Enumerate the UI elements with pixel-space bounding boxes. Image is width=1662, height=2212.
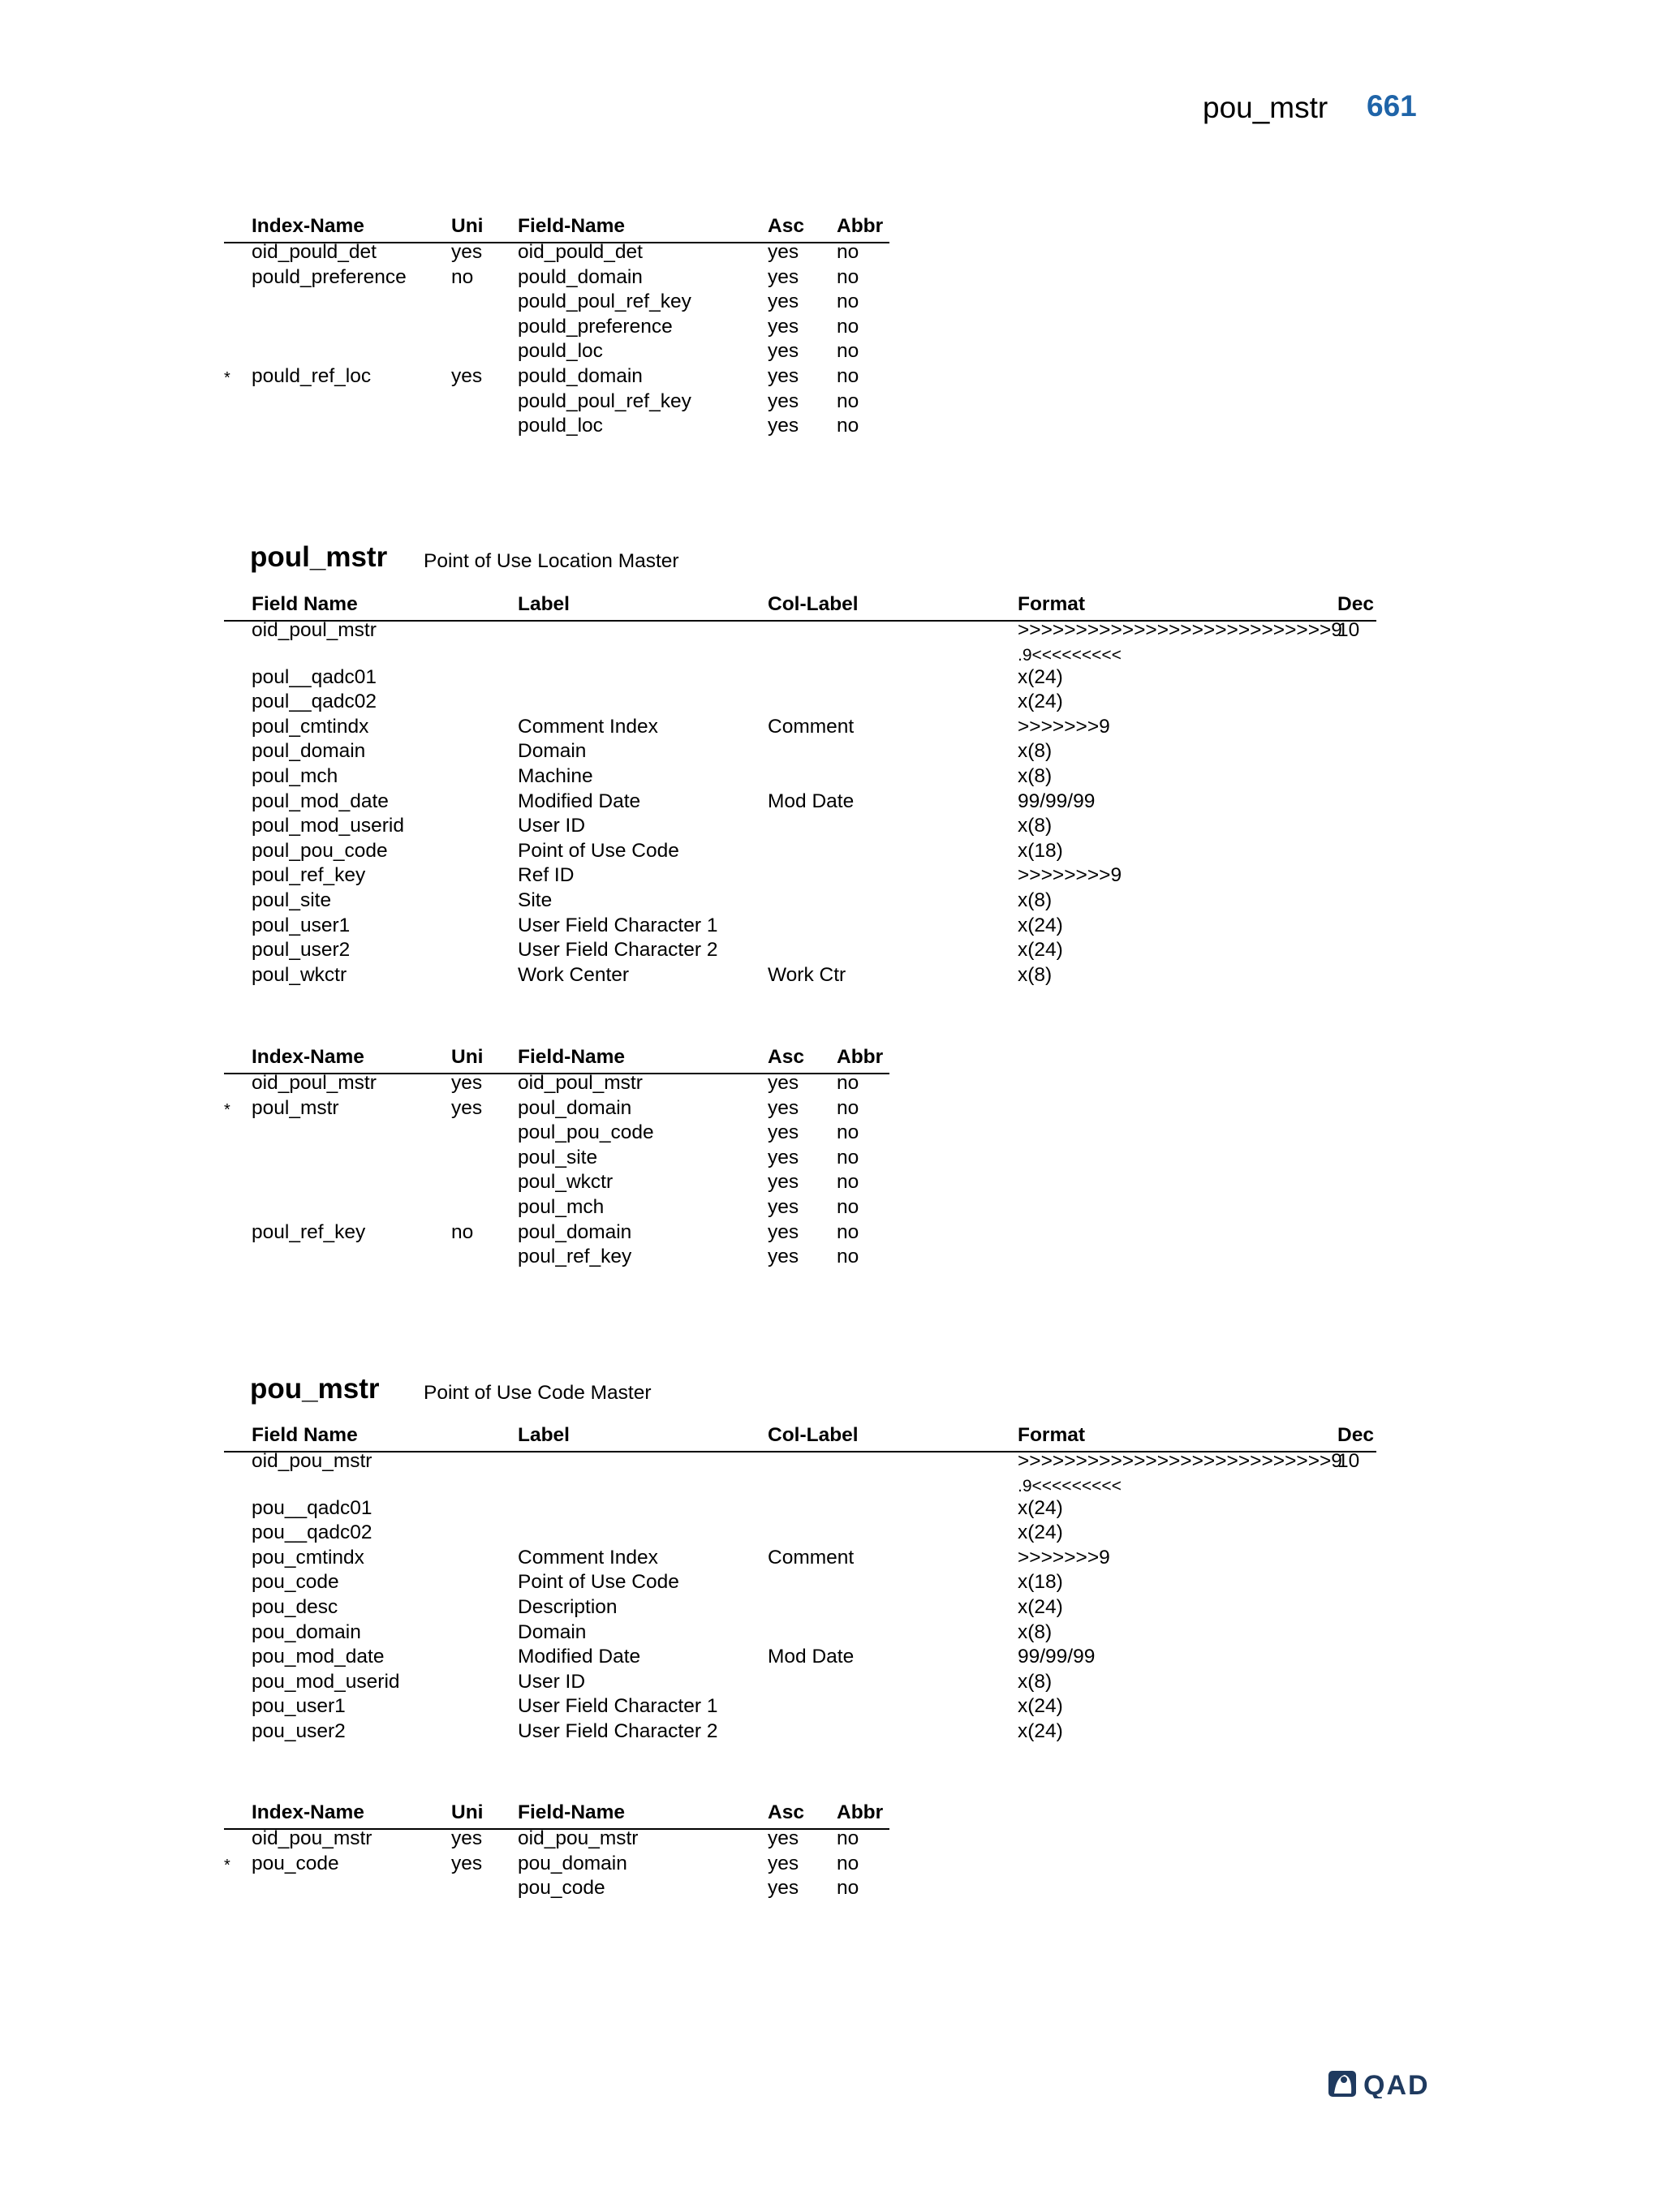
field-row [224,889,1376,914]
asc-cell: yes [768,1220,799,1243]
asc-cell: yes [768,1246,799,1268]
primary-index-marker: * [224,368,230,387]
table-title: pou_mstr [250,1373,380,1405]
format-cell: 99/99/99 [1018,1646,1096,1668]
col-label-cell: Comment [768,1546,855,1569]
field-name-cell: pould_domain [518,364,643,387]
col-label-cell: Mod Date [768,790,855,812]
asc-cell: yes [768,389,799,412]
col-field-name: Field Name [252,593,358,615]
format-cell: >>>>>>>>>>>>>>>>>>>>>>>>>>>9 [1018,1450,1342,1472]
uni-cell: no [451,1220,474,1243]
primary-index-marker: * [224,1100,230,1119]
asc-cell: yes [768,290,799,313]
field-name-cell: oid_poul_mstr [252,619,377,641]
index-name-cell: oid_pou_mstr [252,1827,372,1849]
field-name-cell: poul_mod_userid [252,815,404,837]
field-name-cell: pou_user1 [252,1695,346,1718]
field-name-cell: pould_poul_ref_key [518,290,691,313]
index-name-cell: pould_ref_loc [252,364,372,387]
field-name-cell: poul_pou_code [518,1121,654,1144]
abbr-cell: no [837,1171,859,1194]
abbr-cell: no [837,241,859,263]
uni-cell: yes [451,1072,483,1094]
format-cell: x(24) [1018,1719,1063,1742]
col-asc: Asc [768,1046,804,1068]
col-label-cell: Mod Date [768,1646,855,1668]
field-rows [224,618,1376,988]
col-field-name: Field Name [252,1424,358,1446]
index-table-header [224,1045,889,1069]
index-row [224,1146,889,1171]
abbr-cell: no [837,1195,859,1218]
field-name-cell: pou__qadc01 [252,1496,372,1519]
asc-cell: yes [768,241,799,263]
dec-cell: 10 [1337,1450,1360,1472]
asc-cell: yes [768,1877,799,1900]
index-row [224,265,889,290]
asc-cell: yes [768,1121,799,1144]
abbr-cell: no [837,290,859,313]
col-field-name: Field-Name [518,1046,626,1068]
field-name-cell: pou_desc [252,1595,338,1618]
field-row [224,938,1376,963]
col-field-name: Field-Name [518,215,626,237]
format-cell: x(24) [1018,691,1063,713]
index-row [224,1170,889,1195]
format-cell: x(24) [1018,914,1063,936]
table-title: poul_mstr [250,541,388,573]
field-name-cell: oid_pould_det [518,241,643,263]
field-name-cell: pou_code [518,1877,605,1900]
format-cell: x(24) [1018,1595,1063,1618]
field-row [224,914,1376,939]
label-cell: Site [518,889,553,911]
field-row [224,715,1376,740]
field-name-cell: poul__qadc02 [252,691,377,713]
col-index-name: Index-Name [252,1801,364,1823]
field-row [224,665,1376,691]
uni-cell: yes [451,1827,483,1849]
index-row [224,290,889,315]
index-name-cell: poul_ref_key [252,1220,366,1243]
field-row [224,739,1376,764]
abbr-cell: no [837,1072,859,1094]
format-cell: x(18) [1018,1571,1063,1594]
index-rows [224,1071,889,1270]
field-name-cell: pould_poul_ref_key [518,389,691,412]
col-uni: Uni [451,1046,484,1068]
index-row [224,1245,889,1270]
index-name-cell: poul_mstr [252,1096,339,1119]
field-row [224,1570,1376,1595]
format-cell: >>>>>>>>9 [1018,864,1122,887]
abbr-cell: no [837,265,859,288]
field-row [224,1620,1376,1646]
col-abbr: Abbr [837,215,884,237]
index-name-cell: pou_code [252,1852,339,1874]
format-cell: x(8) [1018,963,1053,986]
format-cell: >>>>>>>9 [1018,1546,1110,1569]
col-index-name: Index-Name [252,215,364,237]
index-row [224,1096,889,1121]
col-dec: Dec [1337,593,1374,615]
index-table-header [224,1801,889,1825]
index-name-cell: oid_poul_mstr [252,1072,377,1094]
label-cell: Modified Date [518,790,641,812]
field-name-cell: pou_mod_userid [252,1670,400,1693]
col-asc: Asc [768,1801,804,1823]
label-cell: Domain [518,1620,587,1643]
uni-cell: no [451,265,474,288]
abbr-cell: no [837,1827,859,1849]
label-cell: User Field Character 1 [518,914,718,936]
asc-cell: yes [768,1827,799,1849]
index-row [224,1195,889,1220]
asc-cell: yes [768,1852,799,1874]
field-name-cell: pou_mod_date [252,1646,385,1668]
uni-cell: yes [451,364,483,387]
logo-text: QAD [1363,2070,1430,2098]
field-row [224,690,1376,715]
abbr-cell: no [837,389,859,412]
field-name-cell: poul_mch [252,764,338,787]
format-cell: x(8) [1018,1620,1053,1643]
page-number: 661 [1367,89,1417,123]
page-header-title: pou_mstr [1203,91,1328,124]
label-cell: Work Center [518,963,630,986]
col-format: Format [1018,1424,1086,1446]
field-name-cell: pould_domain [518,265,643,288]
col-abbr: Abbr [837,1801,884,1823]
field-name-cell: poul__qadc01 [252,665,377,688]
field-name-cell: poul_domain [252,740,366,763]
format-cell: x(18) [1018,839,1063,862]
label-cell: Point of Use Code [518,1571,679,1594]
format-cell: >>>>>>>9 [1018,715,1110,738]
col-label: Label [518,1424,570,1446]
index-row [224,1876,889,1901]
format-cell: x(24) [1018,665,1063,688]
field-name-cell: poul_ref_key [252,864,366,887]
field-row [224,1595,1376,1620]
format-cell-continued: .9<<<<<<<<< [1018,645,1122,665]
index-row [224,1220,889,1246]
format-cell: >>>>>>>>>>>>>>>>>>>>>>>>>>>9 [1018,619,1342,641]
field-row [224,1719,1376,1745]
index-rows [224,1827,889,1901]
abbr-cell: no [837,1877,859,1900]
abbr-cell: no [837,364,859,387]
field-row-continuation [224,643,1376,665]
format-cell: x(8) [1018,1670,1053,1693]
index-row [224,389,889,415]
field-row [224,1496,1376,1521]
col-uni: Uni [451,215,484,237]
uni-cell: yes [451,241,483,263]
format-cell: x(8) [1018,764,1053,787]
index-row [224,364,889,389]
index-row [224,315,889,340]
asc-cell: yes [768,265,799,288]
field-row [224,839,1376,864]
index-row [224,339,889,364]
abbr-cell: no [837,1852,859,1874]
label-cell: User Field Character 1 [518,1695,718,1718]
label-cell: Ref ID [518,864,575,887]
abbr-cell: no [837,1220,859,1243]
field-name-cell: oid_poul_mstr [518,1072,643,1094]
field-table-header [224,592,1376,617]
col-field-name: Field-Name [518,1801,626,1823]
field-row [224,1546,1376,1571]
index-row [224,1852,889,1877]
col-asc: Asc [768,215,804,237]
label-cell: Description [518,1595,618,1618]
field-name-cell: pould_loc [518,415,603,437]
field-name-cell: poul_site [518,1146,598,1168]
field-row [224,1694,1376,1719]
field-row-continuation [224,1474,1376,1496]
field-name-cell: poul_mod_date [252,790,389,812]
index-row [224,1071,889,1096]
field-row [224,863,1376,889]
field-name-cell: poul_mch [518,1195,605,1218]
col-abbr: Abbr [837,1046,884,1068]
field-row [224,1645,1376,1670]
asc-cell: yes [768,340,799,363]
field-name-cell: poul_domain [518,1096,632,1119]
poul-field-table [224,592,1376,986]
format-cell: x(8) [1018,740,1053,763]
field-rows [224,1449,1376,1745]
uni-cell: yes [451,1852,483,1874]
field-row [224,1449,1376,1474]
col-label-cell: Work Ctr [768,963,846,986]
field-row [224,764,1376,790]
format-cell: x(24) [1018,1521,1063,1544]
field-name-cell: pou_cmtindx [252,1546,364,1569]
primary-index-marker: * [224,1856,230,1874]
format-cell: x(8) [1018,815,1053,837]
asc-cell: yes [768,1146,799,1168]
index-row [224,1827,889,1852]
field-row [224,1670,1376,1695]
label-cell: Domain [518,740,587,763]
qad-logo [1328,2069,1446,2098]
label-cell: User ID [518,815,586,837]
field-name-cell: poul_pou_code [252,839,388,862]
field-name-cell: poul_user1 [252,914,351,936]
uni-cell: yes [451,1096,483,1119]
field-name-cell: pould_preference [518,315,673,338]
label-cell: Comment Index [518,715,658,738]
field-name-cell: oid_pou_mstr [252,1450,372,1472]
abbr-cell: no [837,1096,859,1119]
col-uni: Uni [451,1801,484,1823]
field-name-cell: pould_loc [518,340,603,363]
label-cell: User ID [518,1670,586,1693]
index-row [224,414,889,439]
label-cell: User Field Character 2 [518,939,718,962]
asc-cell: yes [768,364,799,387]
pou-field-table [224,1423,1376,1743]
label-cell: Machine [518,764,593,787]
field-name-cell: poul_user2 [252,939,351,962]
pould-index-table [224,214,889,437]
abbr-cell: no [837,340,859,363]
abbr-cell: no [837,1146,859,1168]
index-name-cell: oid_pould_det [252,241,377,263]
field-name-cell: poul_site [252,889,332,911]
poul-index-table [224,1045,889,1268]
field-name-cell: poul_cmtindx [252,715,369,738]
abbr-cell: no [837,315,859,338]
label-cell: Modified Date [518,1646,641,1668]
field-name-cell: poul_wkctr [518,1171,614,1194]
label-cell: User Field Character 2 [518,1719,718,1742]
label-cell: Point of Use Code [518,839,679,862]
field-row [224,814,1376,839]
label-cell: Comment Index [518,1546,658,1569]
field-table-header [224,1423,1376,1448]
asc-cell: yes [768,1072,799,1094]
field-name-cell: pou__qadc02 [252,1521,372,1544]
field-row [224,790,1376,815]
asc-cell: yes [768,1195,799,1218]
format-cell-continued: .9<<<<<<<<< [1018,1476,1122,1495]
dec-cell: 10 [1337,619,1360,641]
logo-mark-head [1341,2076,1347,2083]
abbr-cell: no [837,1246,859,1268]
field-name-cell: pou_domain [518,1852,627,1874]
asc-cell: yes [768,415,799,437]
format-cell: x(24) [1018,1496,1063,1519]
abbr-cell: no [837,1121,859,1144]
index-row [224,240,889,265]
col-index-name: Index-Name [252,1046,364,1068]
format-cell: x(24) [1018,939,1063,962]
table-description: Point of Use Location Master [424,550,679,572]
col-format: Format [1018,593,1086,615]
pou-index-table [224,1801,889,1900]
field-row [224,963,1376,988]
asc-cell: yes [768,315,799,338]
field-row [224,618,1376,643]
index-name-cell: pould_preference [252,265,407,288]
field-name-cell: poul_domain [518,1220,632,1243]
qad-logo-icon [1328,2069,1446,2098]
field-name-cell: pou_user2 [252,1719,346,1742]
format-cell: x(24) [1018,1695,1063,1718]
field-name-cell: poul_ref_key [518,1246,632,1268]
field-name-cell: oid_pou_mstr [518,1827,639,1849]
table-description: Point of Use Code Master [424,1382,652,1404]
field-name-cell: pou_domain [252,1620,361,1643]
col-col-label: Col-Label [768,1424,859,1446]
format-cell: 99/99/99 [1018,790,1096,812]
format-cell: x(8) [1018,889,1053,911]
index-row [224,1121,889,1146]
col-col-label: Col-Label [768,593,859,615]
abbr-cell: no [837,415,859,437]
col-label-cell: Comment [768,715,855,738]
col-label: Label [518,593,570,615]
field-name-cell: pou_code [252,1571,339,1594]
asc-cell: yes [768,1096,799,1119]
field-row [224,1521,1376,1546]
field-name-cell: poul_wkctr [252,963,347,986]
asc-cell: yes [768,1171,799,1194]
index-table-header [224,214,889,239]
col-dec: Dec [1337,1424,1374,1446]
index-rows [224,240,889,439]
